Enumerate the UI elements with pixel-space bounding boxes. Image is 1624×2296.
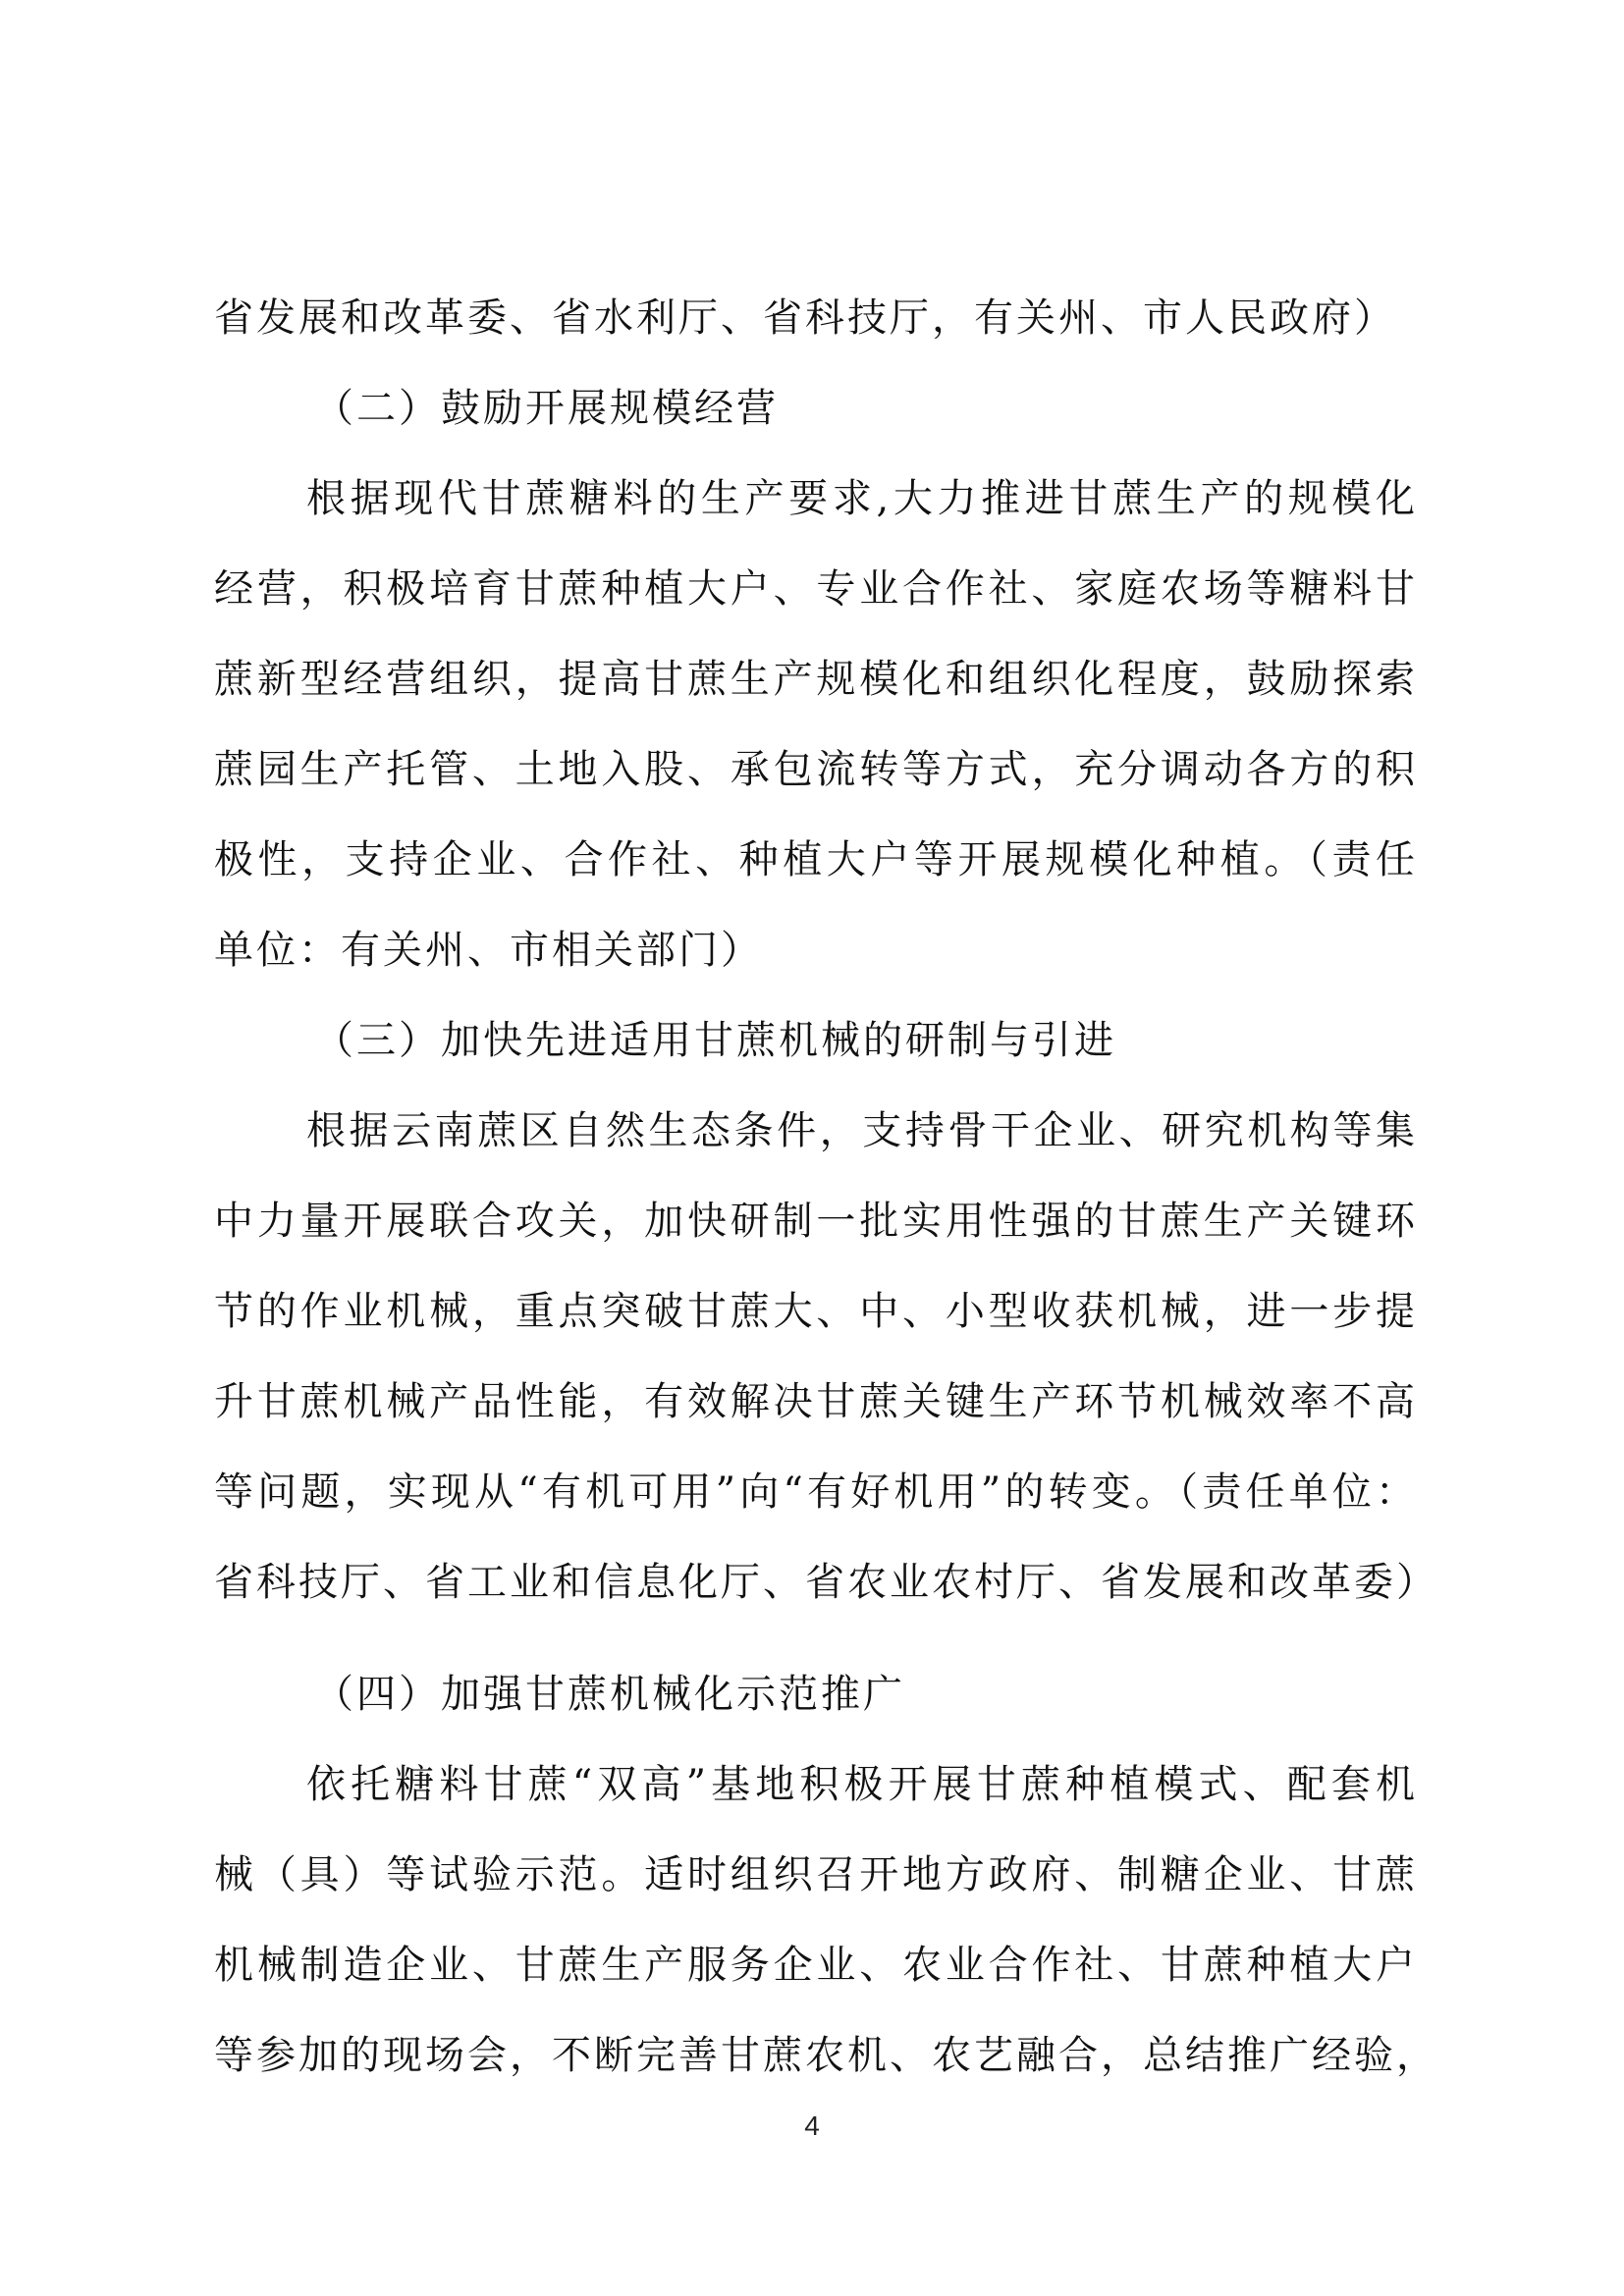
section-heading-2: （二）鼓励开展规模经营 xyxy=(314,386,779,431)
section-3-line: 节的作业机械，重点突破甘蔗大、中、小型收获机械，进一步提 xyxy=(214,1289,1418,1334)
section-4-line: 械（具）等试验示范。适时组织召开地方政府、制糖企业、甘蔗 xyxy=(214,1852,1418,1897)
section-2-line: 单位：有关州、市相关部门） xyxy=(214,928,763,973)
section-heading-4: （四）加强甘蔗机械化示范推广 xyxy=(314,1672,905,1717)
section-4-line: 机械制造企业、甘蔗生产服务企业、农业合作社、甘蔗种植大户 xyxy=(214,1943,1418,1988)
section-2-line: 蔗园生产托管、土地入股、承包流转等方式，充分调动各方的积 xyxy=(214,747,1418,792)
section-3-line: 等问题，实现从“有机可用”向“有好机用”的转变。（责任单位： xyxy=(214,1469,1418,1515)
section-4-line: 依托糖料甘蔗“双高”基地积极开展甘蔗种植模式、配套机 xyxy=(306,1762,1418,1807)
body-text xyxy=(214,273,1438,2101)
section-4-line: 等参加的现场会，不断完善甘蔗农机、农艺融合，总结推广经验， xyxy=(214,2033,1438,2078)
section-3-line: 升甘蔗机械产品性能，有效解决甘蔗关键生产环节机械效率不高 xyxy=(214,1379,1418,1424)
page-number: 4 xyxy=(804,2110,820,2141)
section-2-line: 根据现代甘蔗糖料的生产要求,大力推进甘蔗生产的规模化 xyxy=(306,476,1418,521)
section-3-line: 省科技厅、省工业和信息化厅、省农业农村厅、省发展和改革委） xyxy=(214,1560,1438,1605)
section-3-line: 根据云南蔗区自然生态条件，支持骨干企业、研究机构等集 xyxy=(306,1108,1418,1153)
section-3-line: 中力量开展联合攻关，加快研制一批实用性强的甘蔗生产关键环 xyxy=(214,1199,1418,1244)
section-heading-3: （三）加快先进适用甘蔗机械的研制与引进 xyxy=(314,1018,1116,1063)
paragraph-spacer xyxy=(214,1628,1418,1649)
section-2-line: 极性，支持企业、合作社、种植大户等开展规模化种植。（责任 xyxy=(214,837,1418,882)
paragraph-continuation-line: 省发展和改革委、省水利厅、省科技厅，有关州、市人民政府） xyxy=(214,295,1396,341)
section-2-line: 经营，积极培育甘蔗种植大户、专业合作社、家庭农场等糖料甘 xyxy=(214,566,1418,612)
section-2-line: 蔗新型经营组织，提高甘蔗生产规模化和组织化程度，鼓励探索 xyxy=(214,657,1418,702)
